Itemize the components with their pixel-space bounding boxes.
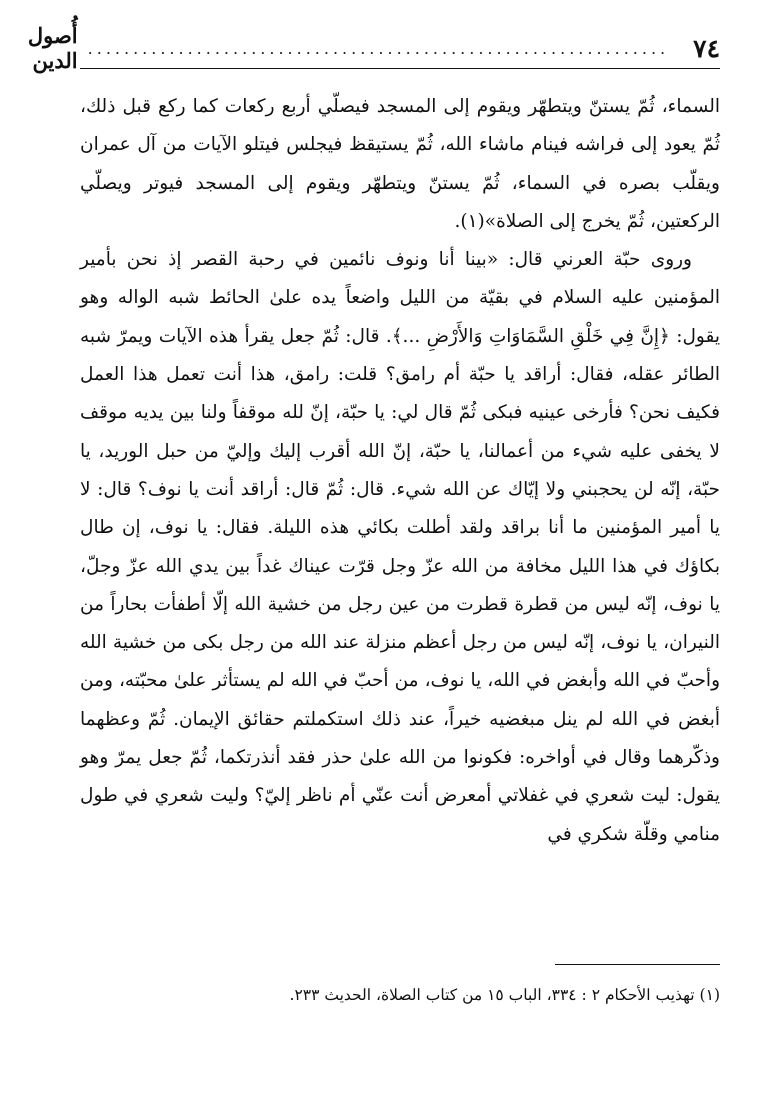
footnote-divider [555, 964, 720, 965]
main-text [80, 88, 720, 854]
paragraph-2: وروى حبّة العرني قال: «بينا أنا ونوف نائمين في رحبة القصر إذ نحن بأمير المؤمنين عليه السلام في بقيّة من الليل واضعاً يده علىٰ الحائط شبه الواله وهو يقول: ﴿إِنَّ فِي خَلْقِ السَّمَاوَاتِ وَالأَرْضِ ...﴾. قال: ثُمّ جعل يقرأ هذه الآيات ويمرّ شبه الطائر عقله، فقال: أراقد يا حبّة أم رامق؟ قلت: رامق، هذا أنت تعمل هذا العمل فكيف نحن؟ فأرخى عينيه فبكى ثُمّ قال لي: يا حبّة، إنّ لله موقفاً ولنا بين يديه موقف لا يخفى عليه شيء من أعمالنا، يا حبّة، إنّ الله أقرب إليك وإليّ من حبل الوريد، يا حبّة، إنّه لن يحجبني ولا إيّاك عن الله شيء. قال: ثُمّ قال: أراقد أنت يا نوف؟ قال: لا يا أمير المؤمنين ما أنا براقد ولقد أطلت بكائي هذه الليلة. فقال: يا نوف، إن طال بكاؤك في هذا الليل مخافة من الله عزّ وجل قرّت عيناك غداً بين يدي الله عزّ وجلّ، يا نوف، إنّه ليس من قطرة قطرت من عين رجل من خشية الله إلّا أطفأت بحاراً من النيران، يا نوف، إنّه ليس من رجل أعظم منزلة عند الله من رجل بكى من خشية الله وأحبّ في الله وأبغض في الله، يا نوف، من أحبّ في الله لم يستأثر علىٰ محبّته، ومن أبغض في الله لم ينل مبغضيه خيراً، عند ذلك استكملتم حقائق الإيمان. ثُمّ وعظهما وذكّرهما وقال في أواخره: فكونوا من الله علىٰ حذر فقد أنذرتكما، ثُمّ جعل يمرّ وهو يقول: ليت شعري في غفلاتي أمعرض أنت عنّي أم ناظر إليّ؟ وليت شعري في طول منامي وقلّة شكري في [80, 249, 720, 845]
footnote: (١) تهذيب الأحكام ٢ : ٣٣٤، الباب ١٥ من كتاب الصلاة، الحديث ٢٣٣. [289, 986, 720, 1004]
page-number: ٧٤ [693, 33, 720, 63]
book-title: أُصول الدين [27, 23, 78, 73]
header-leader-dots: ................................................................ [87, 38, 670, 58]
paragraph-1: السماء، ثُمّ يستنّ ويتطهّر ويقوم إلى المسجد فيصلّي أربع ركعات كما ركع قبل ذلك، ثُمّ يعود إلى فراشه فينام ماشاء الله، ثُمّ يستيقظ فيجلس فيتلو الآيات من آل عمران ويقلّب بصره في السماء، ثُمّ يستنّ ويتطهّر ويقوم إلى المسجد فيوتر ويصلّي الركعتين، ثُمّ يخرج إلى الصلاة»(١). [80, 96, 720, 232]
page-header [27, 23, 720, 73]
